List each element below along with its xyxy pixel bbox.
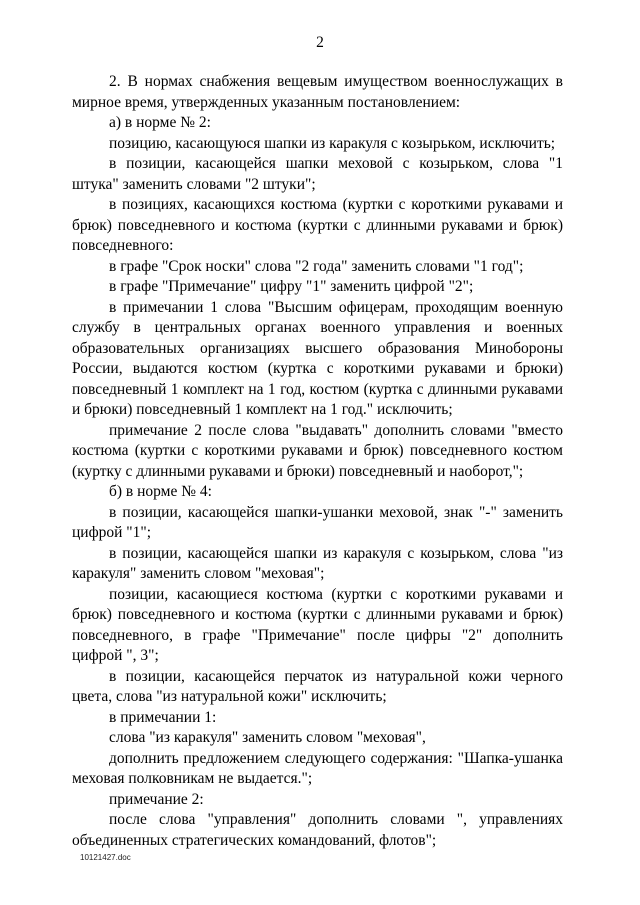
document-footer-filename: 10121427.doc	[80, 853, 131, 862]
page-number: 2	[316, 34, 324, 51]
document-body	[72, 72, 563, 851]
paragraph: примечание 2 после слова "выдавать" дополнить словами "вместо костюма (куртки с короткими рукавами и брюк) повседневного костюм (куртку с длинными рукавами и брюки) повседневный и наоборот,";	[72, 421, 563, 480]
paragraph: в позиции, касающейся шапки-ушанки меховой, знак "-" заменить цифрой "1";	[72, 503, 563, 541]
paragraph: слова "из каракуля" заменить словом "меховая",	[109, 729, 426, 746]
paragraph: в графе "Срок носки" слова "2 года" заменить словами "1 год";	[109, 257, 524, 275]
paragraph: дополнить предложением следующего содержания: "Шапка-ушанка меховая полковникам не выдается.";	[72, 749, 563, 787]
paragraph: позиции, касающиеся костюма (куртки с короткими рукавами и брюк) повседневного и костюма (куртки с длинными рукавами и брюк) повседневного, в графе "Примечание" после цифры "2" дополнить цифрой ", 3";	[72, 585, 563, 664]
paragraph: примечание 2:	[109, 790, 204, 808]
paragraph: б) в норме № 4:	[109, 483, 212, 500]
paragraph: в графе "Примечание" цифру "1" заменить цифрой "2";	[109, 278, 474, 295]
paragraph: в позиции, касающейся шапки из каракуля с козырьком, слова "из каракуля" заменить словом "меховая";	[72, 544, 563, 582]
paragraph: в позициях, касающихся костюма (куртки с короткими рукавами и брюк) повседневного и костюма (куртки с длинными рукавами и брюк) повседневного:	[72, 196, 563, 254]
paragraph: в примечании 1 слова "Высшим офицерам, проходящим военную службу в центральных органах военного управления и военных образовательных организациях высшего образования Минобороны России, выдаются костюм (куртка с короткими рукавами и брюки) повседневный 1 комплект на 1 год, костюм (куртка с длинными рукавами и брюки) повседневный 1 комплект на 1 год." исключить;	[72, 298, 563, 418]
paragraph: после слова "управления" дополнить словами ", управлениях объединенных стратегических командований, флотов";	[72, 811, 563, 849]
paragraph: позицию, касающуюся шапки из каракуля с козырьком, исключить;	[109, 134, 556, 152]
paragraph: в примечании 1:	[109, 708, 217, 726]
paragraph: 2. В нормах снабжения вещевым имуществом военнослужащих в мирное время, утвержденных указанным постановлением:	[72, 73, 563, 111]
paragraph: а) в норме № 2:	[109, 114, 211, 131]
paragraph: в позиции, касающейся шапки меховой с козырьком, слова "1 штука" заменить словами "2 штуки";	[72, 155, 563, 193]
paragraph: в позиции, касающейся перчаток из натуральной кожи черного цвета, слова "из натуральной кожи" исключить;	[72, 667, 563, 705]
